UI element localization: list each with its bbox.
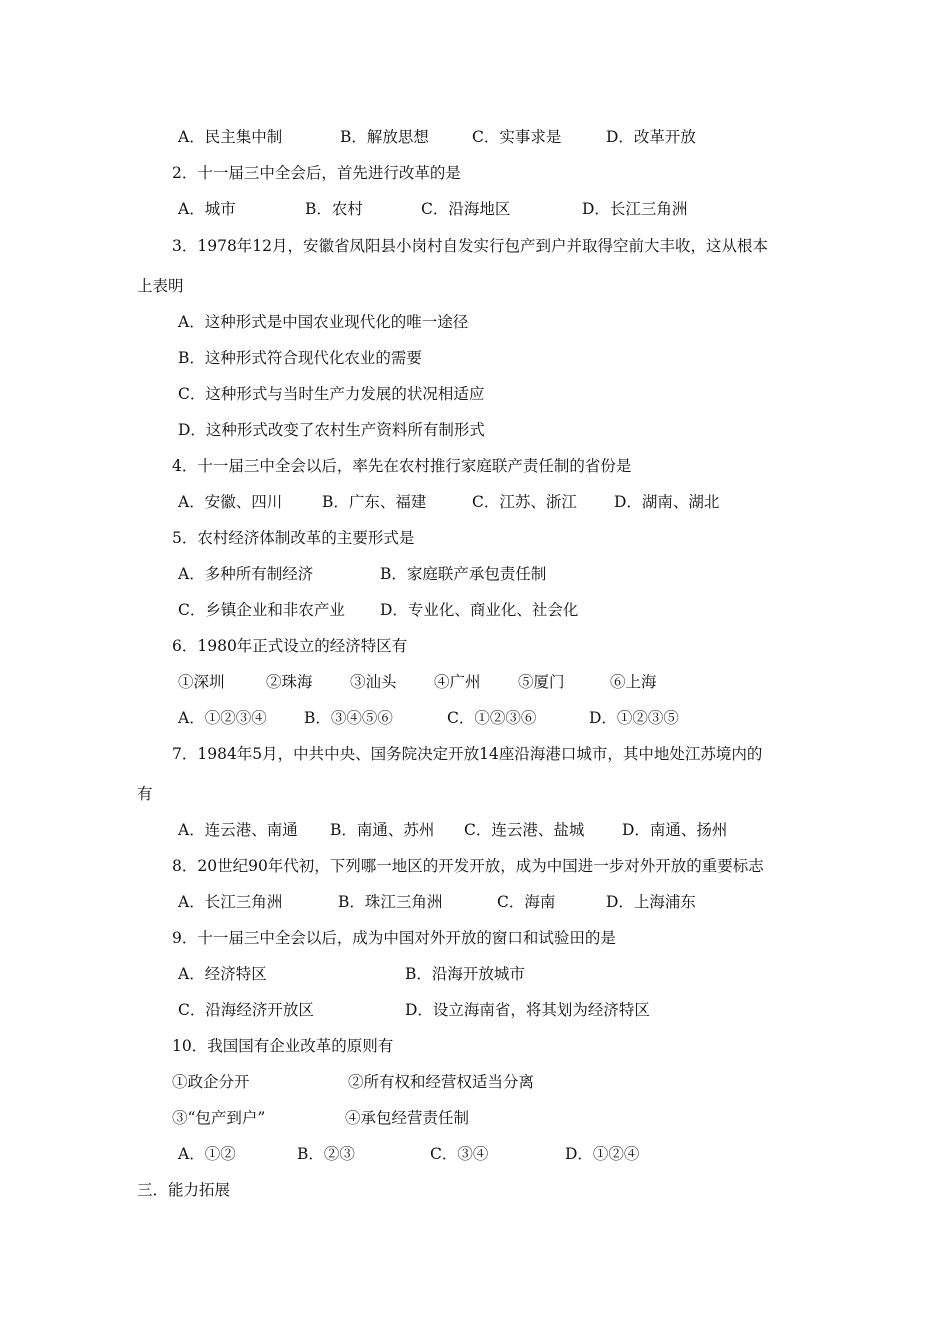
q1-option-a: A．民主集中制	[178, 128, 283, 146]
q5-option-c: C．乡镇企业和非农产业	[178, 601, 345, 619]
q2-option-c: C．沿海地区	[421, 200, 511, 218]
q6-option-a: A．①②③④	[178, 709, 267, 727]
q1-option-c: C．实事求是	[472, 128, 562, 146]
q10-option-b: B．②③	[297, 1145, 355, 1163]
q4-option-a: A．安徽、四川	[178, 493, 283, 511]
q6-item-1: ①深圳	[178, 673, 225, 691]
q7-stem-line2: 有	[137, 785, 153, 803]
q2-option-b: B．农村	[305, 200, 363, 218]
q6-option-d: D．①②③⑤	[589, 709, 679, 727]
q3-option-d: D．这种形式改变了农村生产资料所有制形式	[178, 421, 485, 439]
q8-option-b: B．珠江三角洲	[338, 893, 443, 911]
q8-option-c: C．海南	[497, 893, 556, 911]
q10-option-c: C．③④	[430, 1145, 489, 1163]
q6-option-b: B．③④⑤⑥	[304, 709, 393, 727]
q4-option-c: C．江苏、浙江	[472, 493, 577, 511]
section-heading: 三．能力拓展	[137, 1181, 231, 1199]
q8-option-d: D．上海浦东	[606, 893, 696, 911]
q8-option-a: A．长江三角洲	[178, 893, 283, 911]
q5-stem: 5．农村经济体制改革的主要形式是	[172, 529, 415, 547]
q10-item-4: ④承包经营责任制	[345, 1109, 470, 1127]
q9-stem: 9．十一届三中全会以后，成为中国对外开放的窗口和试验田的是	[172, 929, 616, 947]
q6-item-4: ④广州	[434, 673, 481, 691]
q7-option-b: B．南通、苏州	[330, 821, 435, 839]
q5-option-d: D．专业化、商业化、社会化	[380, 601, 579, 619]
q3-stem-line1: 3．1978年12月，安徽省凤阳县小岗村自发实行包产到户并取得空前大丰收，这从根本	[172, 237, 769, 255]
q3-option-c: C．这种形式与当时生产力发展的状况相适应	[178, 385, 485, 403]
q5-option-b: B．家庭联产承包责任制	[380, 565, 547, 583]
q3-option-b: B．这种形式符合现代化农业的需要	[178, 349, 422, 367]
q3-stem-line2: 上表明	[137, 277, 184, 295]
q2-stem: 2．十一届三中全会后，首先进行改革的是	[172, 164, 461, 182]
q2-option-d: D．长江三角洲	[582, 200, 688, 218]
q6-item-6: ⑥上海	[610, 673, 657, 691]
q4-option-b: B．广东、福建	[322, 493, 427, 511]
q9-option-d: D．设立海南省，将其划为经济特区	[405, 1001, 650, 1019]
q7-stem-line1: 7．1984年5月，中共中央、国务院决定开放14座沿海港口城市，其中地处江苏境内的	[172, 745, 763, 763]
q3-option-a: A．这种形式是中国农业现代化的唯一途径	[178, 313, 469, 331]
q6-stem: 6．1980年正式设立的经济特区有	[172, 637, 408, 655]
q9-option-b: B．沿海开放城市	[405, 965, 525, 983]
q2-option-a: A．城市	[178, 200, 236, 218]
q5-option-a: A．多种所有制经济	[178, 565, 314, 583]
q6-item-5: ⑤厦门	[518, 673, 565, 691]
q4-stem: 4．十一届三中全会以后，率先在农村推行家庭联产责任制的省份是	[172, 457, 632, 475]
q1-option-b: B．解放思想	[340, 128, 429, 146]
q10-option-a: A．①②	[178, 1145, 236, 1163]
q7-option-c: C．连云港、盐城	[464, 821, 585, 839]
q8-stem: 8．20世纪90年代初，下列哪一地区的开发开放，成为中国进一步对外开放的重要标志	[172, 857, 764, 875]
q6-item-3: ③汕头	[350, 673, 397, 691]
q6-option-c: C．①②③⑥	[447, 709, 537, 727]
q10-stem: 10．我国国有企业改革的原则有	[172, 1037, 394, 1055]
q10-option-d: D．①②④	[565, 1145, 640, 1163]
q7-option-d: D．南通、扬州	[622, 821, 728, 839]
q10-item-3: ③“包产到户”	[172, 1109, 266, 1127]
q7-option-a: A．连云港、南通	[178, 821, 298, 839]
q4-option-d: D．湖南、湖北	[614, 493, 720, 511]
q10-item-2: ②所有权和经营权适当分离	[348, 1073, 535, 1091]
q10-item-1: ①政企分开	[172, 1073, 250, 1091]
q1-option-d: D．改革开放	[606, 128, 696, 146]
q9-option-c: C．沿海经济开放区	[178, 1001, 314, 1019]
q6-item-2: ②珠海	[266, 673, 313, 691]
q9-option-a: A．经济特区	[178, 965, 267, 983]
